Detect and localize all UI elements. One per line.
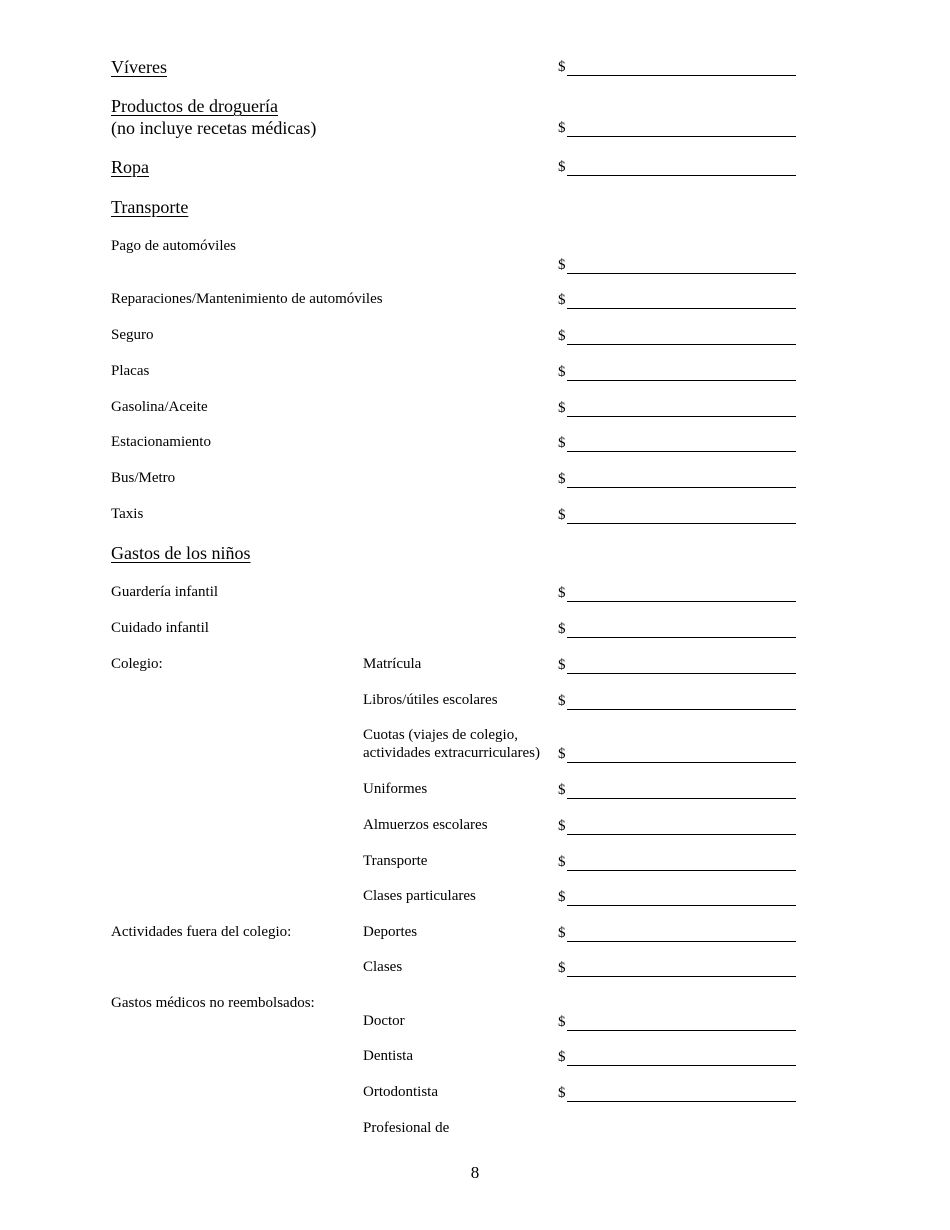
label-guarderia: Guardería infantil [111, 584, 219, 600]
label-clases: Clases [363, 959, 403, 975]
heading-ropa: Ropa [111, 157, 149, 177]
heading-drogueria: Productos de droguería [111, 96, 278, 116]
dollar-sign: $ [558, 854, 566, 870]
heading-ninos: Gastos de los niños [111, 543, 251, 563]
dollar-sign: $ [558, 818, 566, 834]
dollar-sign: $ [558, 1049, 566, 1065]
blank-line [567, 798, 796, 799]
dollar-sign: $ [558, 889, 566, 905]
label-gasolina: Gasolina/Aceite [111, 399, 208, 415]
label-deportes: Deportes [363, 924, 418, 940]
dollar-sign: $ [558, 120, 566, 136]
blank-line [567, 673, 796, 674]
dollar-sign: $ [558, 960, 566, 976]
blank-line [567, 380, 796, 381]
label-taxis: Taxis [111, 506, 144, 522]
blank-line [567, 762, 796, 763]
dollar-sign: $ [558, 925, 566, 941]
label-medicos: Gastos médicos no reembolsados: [111, 995, 315, 1011]
label-profesional: Profesional de [363, 1120, 450, 1136]
dollar-sign: $ [558, 400, 566, 416]
blank-line [567, 175, 796, 176]
dollar-sign: $ [558, 364, 566, 380]
blank-line [567, 709, 796, 710]
dollar-sign: $ [558, 1085, 566, 1101]
blank-line [567, 1030, 796, 1031]
label-actividades: Actividades fuera del colegio: [111, 924, 292, 940]
label-clases-particulares: Clases particulares [363, 888, 476, 904]
label-placas: Placas [111, 363, 150, 379]
blank-line [567, 905, 796, 906]
label-seguro: Seguro [111, 327, 154, 343]
heading-transporte: Transporte [111, 197, 189, 217]
dollar-sign: $ [558, 59, 566, 75]
label-uniformes: Uniformes [363, 781, 428, 797]
dollar-sign: $ [558, 507, 566, 523]
label-matricula: Matrícula [363, 656, 422, 672]
dollar-sign: $ [558, 746, 566, 762]
blank-line [567, 523, 796, 524]
blank-line [567, 601, 796, 602]
drogueria-note: (no incluye recetas médicas) [111, 118, 317, 138]
dollar-sign: $ [558, 621, 566, 637]
blank-line [567, 1065, 796, 1066]
heading-viveres: Víveres [111, 57, 167, 77]
label-cuotas-line2: actividades extracurriculares) [363, 745, 540, 761]
dollar-sign: $ [558, 657, 566, 673]
label-reparaciones: Reparaciones/Mantenimiento de automóviles [111, 291, 383, 307]
blank-line [567, 344, 796, 345]
dollar-sign: $ [558, 257, 566, 273]
label-almuerzos: Almuerzos escolares [363, 817, 488, 833]
blank-line [567, 1101, 796, 1102]
blank-line [567, 976, 796, 977]
label-cuidado: Cuidado infantil [111, 620, 209, 636]
label-pago-auto: Pago de automóviles [111, 238, 236, 254]
blank-line [567, 834, 796, 835]
dollar-sign: $ [558, 435, 566, 451]
dollar-sign: $ [558, 585, 566, 601]
dollar-sign: $ [558, 1014, 566, 1030]
blank-line [567, 273, 796, 274]
blank-line [567, 941, 796, 942]
dollar-sign: $ [558, 471, 566, 487]
dollar-sign: $ [558, 782, 566, 798]
blank-line [567, 416, 796, 417]
blank-line [567, 487, 796, 488]
blank-line [567, 870, 796, 871]
dollar-sign: $ [558, 292, 566, 308]
blank-line [567, 136, 796, 137]
dollar-sign: $ [558, 693, 566, 709]
dollar-sign: $ [558, 328, 566, 344]
label-bus: Bus/Metro [111, 470, 176, 486]
page-number: 8 [470, 1163, 480, 1182]
blank-line [567, 637, 796, 638]
label-dentista: Dentista [363, 1048, 413, 1064]
dollar-sign: $ [558, 159, 566, 175]
label-libros: Libros/útiles escolares [363, 692, 498, 708]
label-doctor: Doctor [363, 1013, 405, 1029]
blank-line [567, 308, 796, 309]
label-colegio: Colegio: [111, 656, 163, 672]
label-transporte-escolar: Transporte [363, 853, 428, 869]
label-cuotas-line1: Cuotas (viajes de colegio, [363, 727, 518, 743]
blank-line [567, 75, 796, 76]
label-estacionamiento: Estacionamiento [111, 434, 211, 450]
blank-line [567, 451, 796, 452]
label-ortodontista: Ortodontista [363, 1084, 438, 1100]
